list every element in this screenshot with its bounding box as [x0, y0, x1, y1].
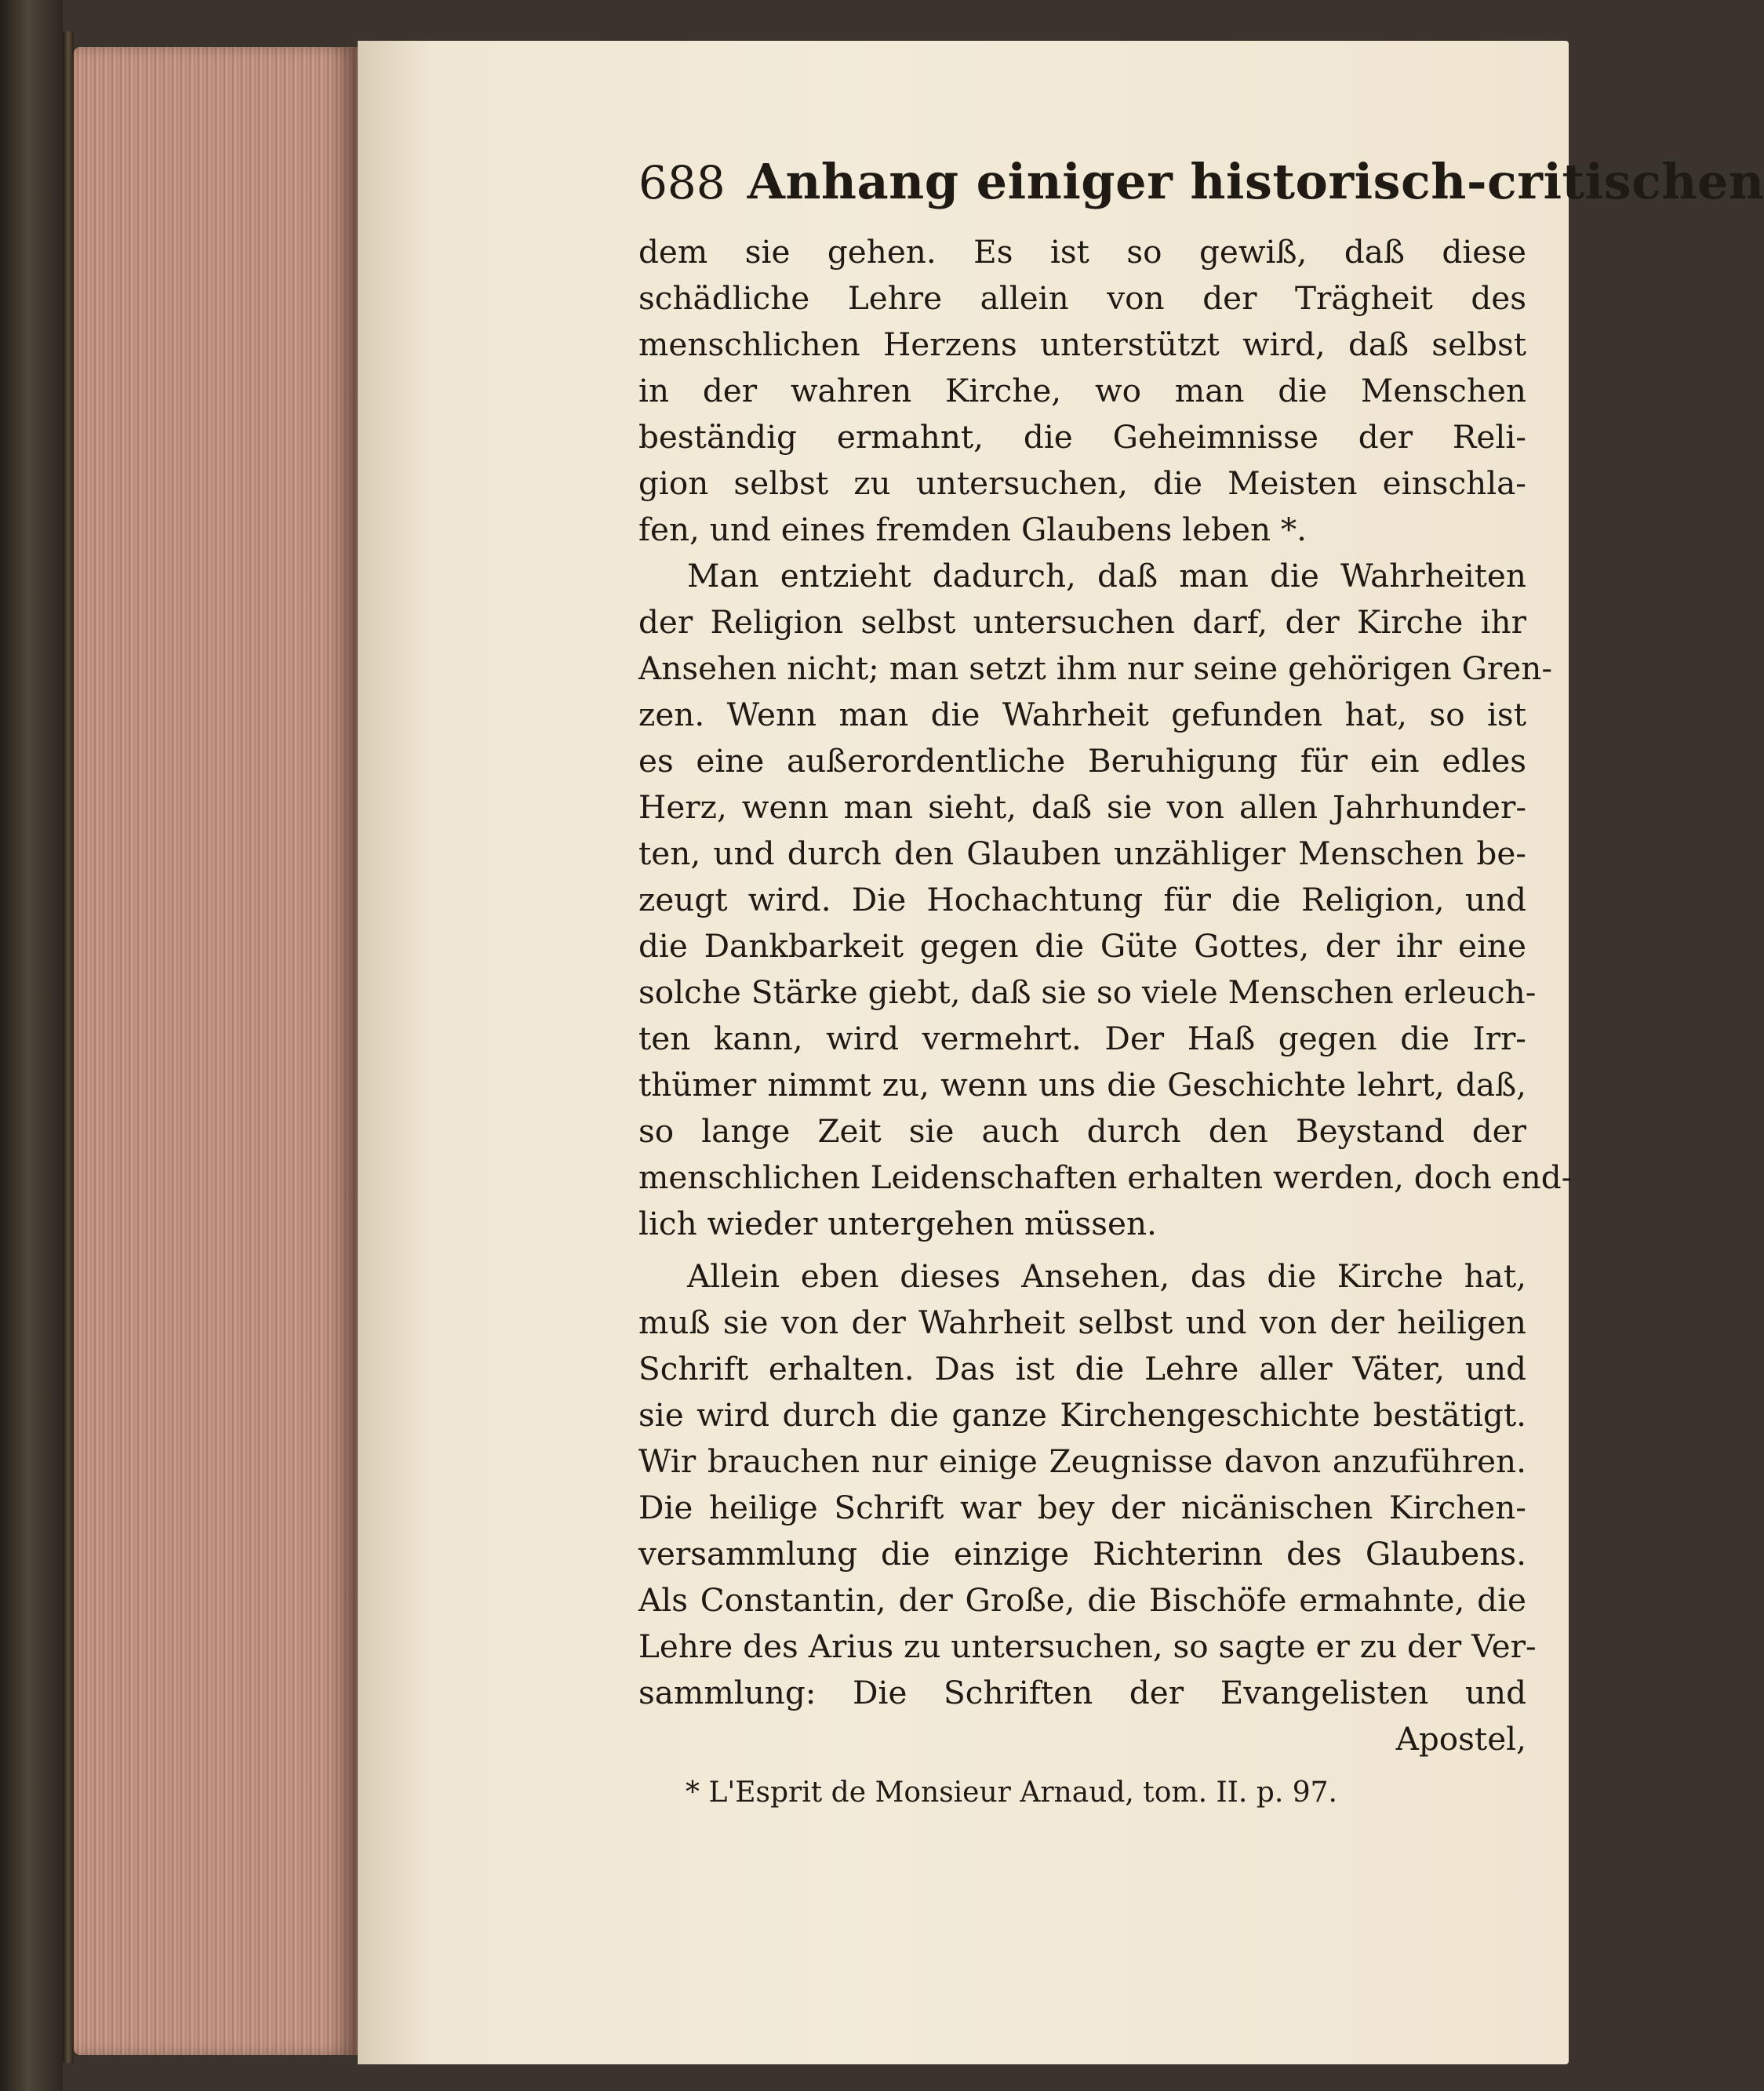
text-line: versammlung die einzige Richterinn des Glaubens.: [638, 1535, 1526, 1573]
text-line: lich wieder untergehen müssen.: [638, 1205, 1157, 1242]
cover-edge: [63, 31, 74, 2063]
text-line: Die heilige Schrift war bey der nicänischen Kirchen-: [638, 1489, 1526, 1526]
running-head: [638, 151, 1764, 213]
text-line: die Dankbarkeit gegen die Güte Gottes, der ihr eine: [638, 927, 1526, 965]
text-line: Wir brauchen nur einige Zeugnisse davon anzuführen.: [638, 1442, 1526, 1480]
text-line: Lehre des Arius zu untersuchen, so sagte er zu der Ver-: [638, 1627, 1537, 1665]
page-number: 688: [638, 156, 726, 209]
text-line: es eine außerordentliche Beruhigung für ein edles: [638, 742, 1526, 780]
text-line: ten, und durch den Glauben unzähliger Menschen be-: [638, 835, 1526, 872]
text-line: menschlichen Herzens unterstützt wird, daß selbst: [638, 325, 1526, 363]
text-line: Allein eben dieses Ansehen, das die Kirche hat,: [687, 1257, 1526, 1295]
paragraph-3: [638, 1253, 1537, 1716]
text-line: Ansehen nicht; man setzt ihm nur seine gehörigen Gren-: [638, 649, 1553, 687]
text-line: sie wird durch die ganze Kirchengeschichte bestätigt.: [638, 1396, 1526, 1434]
text-line: Als Constantin, der Große, die Bischöfe ermahnte, die: [638, 1581, 1526, 1619]
text-line: Herz, wenn man sieht, daß sie von allen Jahrhunder-: [638, 788, 1526, 826]
text-line: in der wahren Kirche, wo man die Menschen: [638, 372, 1526, 409]
text-line: dem sie gehen. Es ist so gewiß, daß diese: [638, 233, 1526, 271]
catchword: Apostel,: [1395, 1720, 1526, 1758]
text-line: zen. Wenn man die Wahrheit gefunden hat, so ist: [638, 696, 1526, 733]
text-line: gion selbst zu untersuchen, die Meisten einschla-: [638, 464, 1526, 502]
paragraph-1: [638, 229, 1526, 553]
book-cover: [0, 0, 63, 2091]
book-page: [358, 41, 1764, 2064]
paragraph-2: [638, 553, 1573, 1247]
text-line: Man entzieht dadurch, daß man die Wahrheiten: [687, 557, 1526, 595]
text-line: Schrift erhalten. Das ist die Lehre aller Väter, und: [638, 1350, 1526, 1387]
page-fore-edge: [74, 47, 358, 2055]
text-block: [638, 151, 1764, 1813]
text-line: ten kann, wird vermehrt. Der Haß gegen die Irr-: [638, 1020, 1526, 1057]
footnote: * L'Esprit de Monsieur Arnaud, tom. II. p. 97.: [686, 1776, 1337, 1809]
text-line: zeugt wird. Die Hochachtung für die Religion, und: [638, 881, 1526, 918]
text-line: thümer nimmt zu, wenn uns die Geschichte lehrt, daß,: [638, 1066, 1526, 1104]
text-line: solche Stärke giebt, daß sie so viele Menschen erleuch-: [638, 973, 1537, 1011]
running-head-title: Anhang einiger historisch-critischen: [747, 153, 1764, 210]
text-line: sammlung: Die Schriften der Evangelisten und: [638, 1674, 1526, 1711]
text-line: so lange Zeit sie auch durch den Beystand der: [638, 1112, 1526, 1150]
text-line: beständig ermahnt, die Geheimnisse der Reli-: [638, 418, 1526, 456]
text-line: fen, und eines fremden Glaubens leben *.: [638, 511, 1308, 548]
text-line: muß sie von der Wahrheit selbst und von der heiligen: [638, 1304, 1526, 1341]
text-line: menschlichen Leidenschaften erhalten werden, doch end-: [638, 1158, 1573, 1196]
text-line: der Religion selbst untersuchen darf, der Kirche ihr: [638, 603, 1526, 641]
paragraph-gap: [638, 1247, 1526, 1253]
text-line: schädliche Lehre allein von der Trägheit des: [638, 279, 1526, 317]
